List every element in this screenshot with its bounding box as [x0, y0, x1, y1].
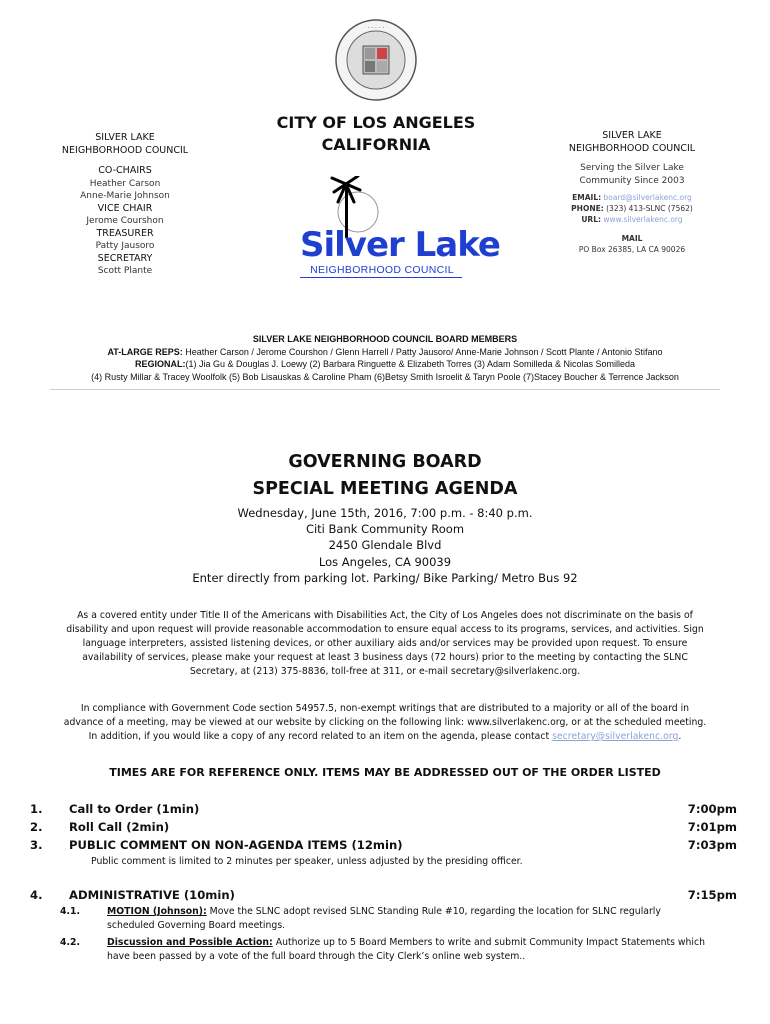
subitem-text: Move the SLNC adopt revised SLNC Standing Rule #10, regarding the location for SLNC regularly	[206, 906, 661, 917]
subitem-number: 4.2.	[60, 937, 81, 948]
agenda-title-line1: GOVERNING BOARD	[288, 452, 482, 472]
compliance-text-end: .	[678, 731, 682, 742]
vice-chair-label: VICE CHAIR	[97, 202, 153, 214]
regional-line	[40, 358, 730, 371]
co-chair-name: Heather Carson	[89, 178, 161, 189]
subitem-text-continued: have been passed by a vote of the full board through the City Clerk’s online web system..	[107, 951, 526, 962]
ada-line: availability of services, please make your request at least 3 business days (72 hours) prior to the meeting by contacting the SLNC	[82, 652, 688, 663]
item-number: 4.	[30, 888, 43, 902]
item-time: 7:03pm	[687, 838, 737, 852]
email-line	[552, 192, 712, 203]
ada-line: language interpreters, assisted listening devices, or other auxiliary aids and/or services may be provided upon request. To ensure	[82, 638, 688, 649]
url-label: URL:	[581, 215, 601, 224]
phone-number: (323) 413-SLNC (7562)	[606, 204, 693, 213]
item-title: ADMINISTRATIVE (10min)	[69, 888, 235, 902]
svg-text:· · · · ·: · · · · ·	[367, 25, 385, 32]
agenda-item	[30, 800, 737, 818]
silver-lake-logo	[298, 176, 500, 288]
city-seal-image	[334, 18, 418, 102]
email-label: EMAIL:	[572, 193, 602, 202]
item-title: PUBLIC COMMENT ON NON-AGENDA ITEMS (12min)	[69, 838, 403, 852]
contact-block	[552, 130, 712, 255]
agenda-item	[30, 836, 737, 854]
city-name: CITY OF LOS ANGELES	[276, 113, 476, 132]
vice-chair-name: Jerome Courshon	[86, 216, 164, 226]
divider	[50, 389, 720, 390]
item-time: 7:01pm	[687, 820, 737, 834]
agenda-item	[30, 886, 737, 904]
compliance-notice	[44, 702, 726, 744]
subitem-text: Authorize up to 5 Board Members to write and submit Community Impact Statements which	[272, 937, 705, 948]
secretary-email-link[interactable]: secretary@silverlakenc.org	[552, 731, 679, 742]
secretary-label: SECRETARY	[97, 252, 153, 264]
subitem-line	[107, 905, 742, 919]
ada-line: As a covered entity under Title II of the Americans with Disabilities Act, the City of Los Angeles does not discriminate on the basis of	[77, 610, 693, 621]
ada-line: Secretary, at (213) 375-8836, toll-free at 311, or e-mail secretary@silverlakenc.org.	[189, 666, 581, 677]
agenda-title	[150, 449, 620, 503]
treasurer-name: Patty Jausoro	[95, 241, 155, 251]
co-chair-name: Anne-Marie Johnson	[80, 191, 170, 201]
org-name-line2: NEIGHBORHOOD COUNCIL	[568, 142, 696, 154]
co-chairs-label: CO-CHAIRS	[98, 165, 152, 176]
serving-line: Serving the Silver Lake	[580, 163, 684, 173]
item-number: 2.	[30, 820, 43, 834]
city-title	[270, 112, 482, 156]
agenda-title-line2: SPECIAL MEETING AGENDA	[252, 479, 518, 499]
agenda-subitem	[52, 905, 742, 933]
org-name-line1: SILVER LAKE	[602, 130, 662, 141]
compliance-text: In addition, if you would like a copy of any record related to an item on the agenda, please contact	[88, 731, 553, 742]
state-name: CALIFORNIA	[321, 135, 431, 154]
subitem-label: MOTION (Johnson):	[107, 906, 207, 917]
subitem-line	[107, 936, 742, 950]
ada-line: disability and upon request will provide reasonable accommodation to ensure equal access to its programs, services, and activities. Sign	[66, 624, 704, 635]
org-name-line1: SILVER LAKE	[95, 132, 155, 143]
times-note: TIMES ARE FOR REFERENCE ONLY. ITEMS MAY BE ADDRESSED OUT OF THE ORDER LISTED	[109, 766, 661, 779]
serving-line: Community Since 2003	[579, 175, 685, 186]
org-name-line2: NEIGHBORHOOD COUNCIL	[61, 144, 189, 156]
board-title: SILVER LAKE NEIGHBORHOOD COUNCIL BOARD MEMBERS	[252, 334, 518, 344]
at-large-label: AT-LARGE REPS:	[107, 346, 183, 357]
subitem-number: 4.1.	[60, 906, 81, 917]
item-title: Call to Order (1min)	[69, 802, 200, 816]
meeting-street: 2450 Glendale Blvd	[328, 538, 442, 553]
compliance-line	[44, 730, 726, 744]
regional-names-continued: (4) Rusty Millar & Tracey Woolfolk (5) Bob Lisauskas & Caroline Pham (6)Betsy Smith Isroelit & Taryn Poole (7)Stacey Boucher & Terrence Jackson	[91, 371, 679, 382]
treasurer-label: TREASURER	[96, 227, 154, 239]
officers-block	[40, 132, 210, 278]
compliance-line: In compliance with Government Code section 54957.5, non-exempt writings that are distributed to a majority or all of the board in	[80, 703, 690, 714]
item-title: Roll Call (2min)	[69, 820, 170, 834]
email-link[interactable]: board@silverlakenc.org	[603, 193, 692, 202]
phone-label: PHONE:	[571, 204, 604, 213]
item-note: Public comment is limited to 2 minutes per speaker, unless adjusted by the presiding officer.	[91, 856, 523, 867]
regional-label: REGIONAL:	[134, 359, 186, 369]
meeting-entry: Enter directly from parking lot. Parking/ Bike Parking/ Metro Bus 92	[192, 570, 578, 585]
meeting-city: Los Angeles, CA 90039	[318, 554, 452, 569]
item-time: 7:00pm	[687, 802, 737, 816]
url-line	[552, 214, 712, 225]
item-number: 3.	[30, 838, 43, 852]
at-large-names: Heather Carson / Jerome Courshon / Glenn Harrell / Patty Jausoro/ Anne-Marie Johnson / Scott Plante / Antonio Stifano	[185, 346, 663, 357]
phone-line	[552, 203, 712, 214]
ada-notice	[44, 609, 726, 679]
regional-names: (1) Jia Gu & Douglas J. Loewy (2) Barbara Ringuette & Elizabeth Torres (3) Adam Somilleda & Nicolas Somilleda	[185, 359, 636, 369]
item-time: 7:15pm	[687, 888, 737, 902]
agenda-item	[30, 818, 737, 836]
subitem-label: Discussion and Possible Action:	[107, 937, 273, 948]
secretary-name: Scott Plante	[97, 266, 153, 276]
mail-label: MAIL	[621, 234, 643, 243]
logo-subtitle: NEIGHBORHOOD COUNCIL	[310, 264, 454, 276]
meeting-date: Wednesday, June 15th, 2016, 7:00 p.m. - 8:40 p.m.	[237, 506, 533, 520]
compliance-line: advance of a meeting, may be viewed at our website by clicking on the following link: www.silverlakenc.org, or at the scheduled meeting.	[63, 717, 707, 728]
item-number: 1.	[30, 802, 43, 816]
meeting-info	[120, 505, 650, 586]
subitem-text-continued: scheduled Governing Board meetings.	[107, 920, 286, 931]
agenda-subitem	[52, 936, 742, 964]
url-link[interactable]: www.silverlakenc.org	[603, 215, 683, 224]
meeting-venue: Citi Bank Community Room	[305, 522, 465, 537]
at-large-line	[40, 346, 730, 359]
logo-title: Silver Lake	[300, 225, 500, 265]
mail-address: PO Box 26385, LA CA 90026	[578, 245, 686, 254]
board-members	[40, 333, 730, 383]
